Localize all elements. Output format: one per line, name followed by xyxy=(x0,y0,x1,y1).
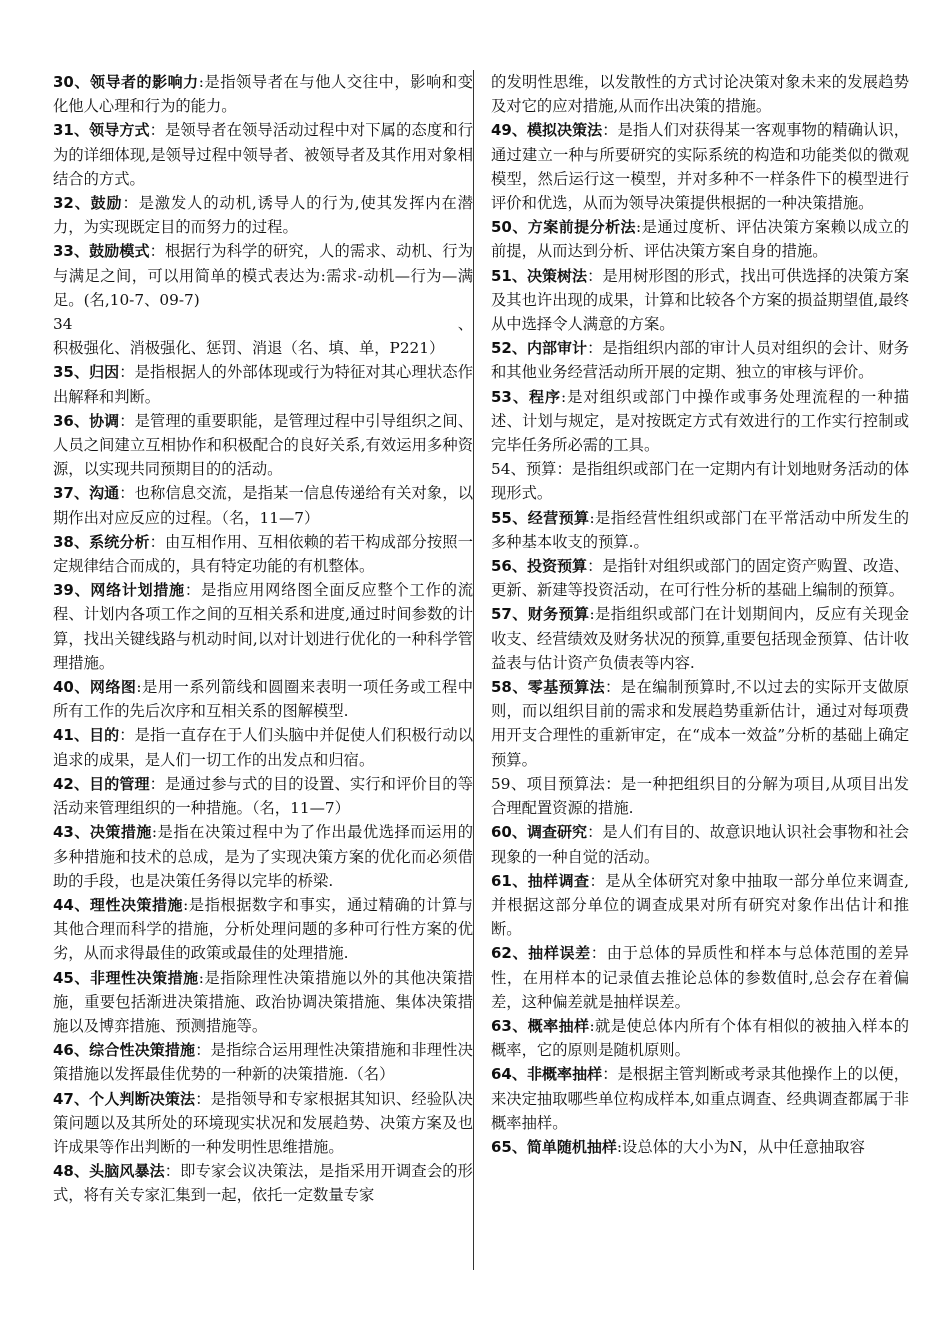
entry-number: 65、 xyxy=(491,1137,527,1156)
entry-number: 31、 xyxy=(53,121,90,140)
entry-number: 32、 xyxy=(53,194,91,213)
definition-entry xyxy=(491,554,909,602)
entry-definition: ：是在编制预算时,不以过去的实际开支做原则，而以组织目前的需求和发展趋势重新估计，通过对每项费用开支合理性的重新审定，在“成本一效益”分析的基础上确定预算。 xyxy=(491,678,909,769)
entry-definition: 积极强化、消极强化、惩罚、消退（名、填、单，P221） xyxy=(53,339,445,358)
entry-number: 56、 xyxy=(491,557,527,576)
entry-number: 58、 xyxy=(491,678,528,697)
definition-entry xyxy=(53,578,473,675)
entry-definition: ：根据行为科学的研究，人的需求、动机、行为与满足之间，可以用简单的模式表达为:需求-动机—行为—满足。(名,10-7、09-7) xyxy=(53,242,473,309)
definition-entry xyxy=(53,1159,473,1207)
entry-term: 个人判断决策法 xyxy=(89,1089,196,1108)
definition-entry xyxy=(53,723,473,771)
entry-definition: :就是使总体内所有个体有相似的被抽入样本的概率，它的原则是随机原则。 xyxy=(491,1016,910,1060)
entry-definition: :是对组织或部门中操作或事务处理流程的一种描述、计划与规定，是对按既定方式有效进行的工作实行控制或完毕任务所必需的工具。 xyxy=(491,387,909,455)
entry-term: 抽样调查 xyxy=(527,871,590,890)
right-column xyxy=(491,70,909,1159)
entry-number: 50、 xyxy=(491,218,528,237)
entry-definition: ：是指针对组织或部门的固定资产购置、改造、更新、新建等投资活动，在可行性分析的基础上编制的预算。 xyxy=(491,557,909,600)
entry-term: 决策树法 xyxy=(526,266,588,285)
definition-entry xyxy=(491,336,909,384)
definition-entry xyxy=(53,409,473,482)
entry-definition: ：是用树形图的形式，找出可供选择的决策方案及其也许出现的成果，计算和比较各个方案的损益期望值,最终从中选择令人满意的方案。 xyxy=(491,266,909,334)
entry-number: 43、 xyxy=(53,823,90,842)
entry-number: 55、 xyxy=(491,508,528,527)
entry-term: 决策措施 xyxy=(89,823,152,842)
entry-term: 简单随机抽样 xyxy=(526,1137,617,1156)
definition-entry xyxy=(491,869,909,942)
entry-definition: ：是指人们对获得某一客观事物的精确认识，通过建立一种与所要研究的实际系统的构造和功能类似的微观模型，然后运行这一模型，并对多种不一样条件下的模型进行评价和优选，从而为领导决策提供根据的一种决策措施。 xyxy=(491,121,909,213)
entry-term: 目的管理 xyxy=(89,774,150,793)
entry-term: 非理性决策措施 xyxy=(89,968,199,987)
definition-entry xyxy=(53,966,473,1039)
entry-definition: ：是指领导和专家根据其知识、经验队决策问题以及其所处的环境现实状况和发展趋势、决策方案及也许成果等作出判断的一种发明性思维措施。 xyxy=(53,1089,473,1156)
entry-definition: ：由互相作用、互相依赖的若干构成部分按照一定规律结合而成的，具有特定功能的有机整体。 xyxy=(53,532,473,576)
entry-term: 综合性决策措施 xyxy=(89,1041,196,1060)
entry-number: 57、 xyxy=(491,605,528,624)
entry-definition: ：是通过参与式的目的设置、实行和评价目的等活动来管理组织的一种措施。（名，11—7） xyxy=(53,774,473,818)
definition-entry xyxy=(491,602,909,675)
entry-term: 网络计划措施 xyxy=(90,581,185,600)
entry-definition: ：由于总体的异质性和样本与总体范围的差异性，在用样本的记录值去推论总体的参数值时,总会存在着偏差，这种偏差就是抽样误差。 xyxy=(491,944,909,1011)
definition-entry xyxy=(491,506,909,554)
definition-entry xyxy=(53,191,473,239)
entry-number: 61、 xyxy=(491,871,528,890)
entry-definition: ：是人们有目的、故意识地认识社会事物和社会现象的一种自觉的活动。 xyxy=(491,823,909,866)
left-column xyxy=(53,70,473,1208)
entry-term: 调查研究 xyxy=(526,823,588,842)
entry-number: 64、 xyxy=(491,1065,527,1084)
entry-term: 网络图 xyxy=(89,678,137,697)
entry-number: 35、 xyxy=(53,363,90,382)
entry-definition: ：是激发人的动机,诱导人的行为,使其发挥内在潜力，为实现既定目的而努力的过程。 xyxy=(53,194,473,237)
definition-entry xyxy=(53,530,473,578)
entry-term: 投资预算 xyxy=(526,557,588,576)
entry-number: 38、 xyxy=(53,532,90,551)
entry-term: 零基预算法 xyxy=(527,678,606,697)
definition-entry xyxy=(491,1135,909,1159)
definition-entry xyxy=(491,1062,909,1135)
entry-term: 经营预算 xyxy=(527,508,590,527)
entry-term: 头脑风暴法 xyxy=(89,1162,165,1181)
entry-number: 48、 xyxy=(53,1162,90,1181)
entry-number: 47、 xyxy=(53,1089,90,1108)
entry-number: 62、 xyxy=(491,944,529,963)
definition-entry xyxy=(53,772,473,820)
entry-definition: ：是指应用网络图全面反应整个工作的流程、计划内各项工作之间的互相关系和进度,通过时间参数的计算，找出关键线路与机动时间,以对计划进行优化的一种科学管理措施。 xyxy=(53,581,473,672)
entry-definition: ：是从全体研究对象中抽取一部分单位来调查,并根据这部分单位的调查成果对所有研究对象作出估计和推断。 xyxy=(491,871,909,939)
entry-number: 40、 xyxy=(53,678,90,697)
entry-number: 54、 xyxy=(491,460,526,479)
entry-term: 概率抽样 xyxy=(527,1016,590,1035)
entry-term: 目的 xyxy=(89,726,120,745)
definition-entry xyxy=(491,772,909,820)
entry-definition: ：即专家会议决策法，是指采用开调查会的形式，将有关专家汇集到一起，依托一定数量专家 xyxy=(53,1162,473,1205)
entry-term: 模拟决策法 xyxy=(526,121,603,140)
entry-number: 51、 xyxy=(491,266,527,285)
definition-entry xyxy=(491,385,909,458)
entry-term: 鼓励 xyxy=(90,194,123,213)
entry-number: 36、 xyxy=(53,411,90,430)
entry-number: 30、 xyxy=(53,73,90,91)
entry-definition: :是用一系列箭线和圆圈来表明一项任务或工程中所有工作的先后次序和互相关系的图解模型. xyxy=(53,678,473,721)
definition-entry xyxy=(53,239,473,312)
entry-term: 程序 xyxy=(528,387,561,406)
definition-entry xyxy=(53,481,473,529)
entry-number: 46、 xyxy=(53,1041,90,1060)
entry-definition: 的发明性思维，以发散性的方式讨论决策对象未来的发展趋势及对它的应对措施,从而作出决策的措施。 xyxy=(491,73,909,116)
definition-entry xyxy=(491,457,909,505)
entry-definition: ：是指组织内部的审计人员对组织的会计、财务和其他业务经营活动所开展的定期、独立的审核与评价。 xyxy=(491,339,909,382)
definition-entry xyxy=(491,215,909,263)
entry-term: 财务预算 xyxy=(527,605,590,624)
entry-definition: :是指经营性组织或部门在平常活动中所发生的多种基本收支的预算.。 xyxy=(491,508,910,551)
entry-definition: :是指组织或部门在计划期间内，反应有关现金收支、经营绩效及财务状况的预算,重要包括现金预算、估计收益表与估计资产负债表等内容. xyxy=(491,605,910,672)
entry-term: 鼓励模式 xyxy=(89,242,150,261)
entry-term: 归因 xyxy=(89,363,120,382)
entry-term: 协调 xyxy=(89,411,120,430)
entry-term: 抽样误差 xyxy=(528,944,591,963)
entry-number: 63、 xyxy=(491,1016,528,1035)
definition-entry xyxy=(53,360,473,408)
entry-term: 方案前提分析法 xyxy=(527,218,637,237)
definition-entry xyxy=(491,1014,909,1062)
entry-definition: :是指领导者在与他人交往中，影响和变化他人心理和行为的能力。 xyxy=(53,73,473,116)
definition-entry xyxy=(53,118,473,191)
entry-term: 非概率抽样 xyxy=(526,1065,603,1084)
entry-number: 52、 xyxy=(491,339,527,358)
definition-entry xyxy=(53,675,473,723)
entry-definition: :是指除理性决策措施以外的其他决策措施，重要包括渐进决策措施、政治协调决策措施、集体决策措施以及博弈措施、预测措施等。 xyxy=(53,968,473,1035)
entry-number: 60、 xyxy=(491,823,527,842)
entry-term: 系统分析 xyxy=(89,532,150,551)
entry-definition: :是指在决策过程中为了作出最优选择而运用的多种措施和技术的总成，是为了实现决策方案的优化而必须借助的手段，也是决策任务得以完毕的桥梁. xyxy=(53,823,474,890)
entry-definition: :设总体的大小为N，从中任意抽取容 xyxy=(616,1137,865,1156)
entry-term: 领导者的影响力 xyxy=(89,73,199,91)
entry-number: 41、 xyxy=(53,726,90,745)
entry-definition: ：是指综合运用理性决策措施和非理性决策措施以发挥最佳优势的一种新的决策措施.（名） xyxy=(53,1041,473,1084)
entry-definition: ：是根据主管判断或考录其他操作上的以便，来决定抽取哪些单位构成样本,如重点调查、经典调查都属于非概率抽样。 xyxy=(491,1065,909,1132)
entry-definition: ：是管理的重要职能，是管理过程中引导组织之间、人员之间建立互相协作和积极配合的良好关系,有效运用多种资源，以实现共同预期目的的活动。 xyxy=(53,411,473,479)
entry-definition: ：是领导者在领导活动过程中对下属的态度和行为的详细体现,是领导过程中领导者、被领导者及其作用对象相结合的方式。 xyxy=(53,121,473,188)
definition-entry xyxy=(491,118,909,215)
entry-number: 44、 xyxy=(53,895,90,914)
entry-term: 沟通 xyxy=(89,484,120,503)
definition-entry xyxy=(491,70,909,118)
entry-definition: 预算：是指组织或部门在一定期内有计划地财务活动的体现形式。 xyxy=(491,460,909,503)
entry-definition: ：也称信息交流，是指某一信息传递给有关对象，以期作出对应反应的过程。（名，11—7） xyxy=(53,484,473,527)
column-divider xyxy=(473,70,474,1270)
entry-number: 42、 xyxy=(53,774,90,793)
definition-entry xyxy=(53,1038,473,1086)
entry-number: 53、 xyxy=(491,387,529,406)
definition-entry xyxy=(53,70,473,118)
definition-entry xyxy=(491,675,909,772)
entry-definition: ：是指一直存在于人们头脑中并促使人们积极行动以追求的成果，是人们一切工作的出发点和归宿。 xyxy=(53,726,473,769)
entry-number: 37、 xyxy=(53,484,90,503)
entry-term: 理性决策措施 xyxy=(89,895,184,914)
definition-entry xyxy=(53,893,473,966)
definition-entry xyxy=(53,312,473,360)
entry-definition: :是通过度析、评估决策方案赖以成立的前提，从而达到分析、评估决策方案自身的措施。 xyxy=(491,218,910,261)
entry-number: 34、 xyxy=(53,315,473,334)
definition-entry xyxy=(53,1087,473,1160)
entry-number: 33、 xyxy=(53,242,90,261)
definition-entry xyxy=(491,264,909,337)
entry-term: 领导方式 xyxy=(89,121,150,140)
entry-definition: ：是指根据人的外部体现或行为特征对其心理状态作出解释和判断。 xyxy=(53,363,473,406)
entry-definition: :是指根据数字和事实，通过精确的计算与其他合理而科学的措施，分析处理问题的多种可行性方案的优劣，从而求得最佳的政策或最佳的处理措施. xyxy=(53,895,473,963)
entry-number: 49、 xyxy=(491,121,527,140)
entry-number: 59、 xyxy=(491,774,527,793)
entry-number: 39、 xyxy=(53,581,91,600)
entry-definition: 项目预算法：是一种把组织目的分解为项目,从项目出发合理配置资源的措施. xyxy=(491,774,909,818)
definition-entry xyxy=(491,941,909,1014)
definition-entry xyxy=(53,820,473,893)
entry-number: 45、 xyxy=(53,968,90,987)
entry-term: 内部审计 xyxy=(526,339,588,358)
definition-entry xyxy=(491,820,909,868)
